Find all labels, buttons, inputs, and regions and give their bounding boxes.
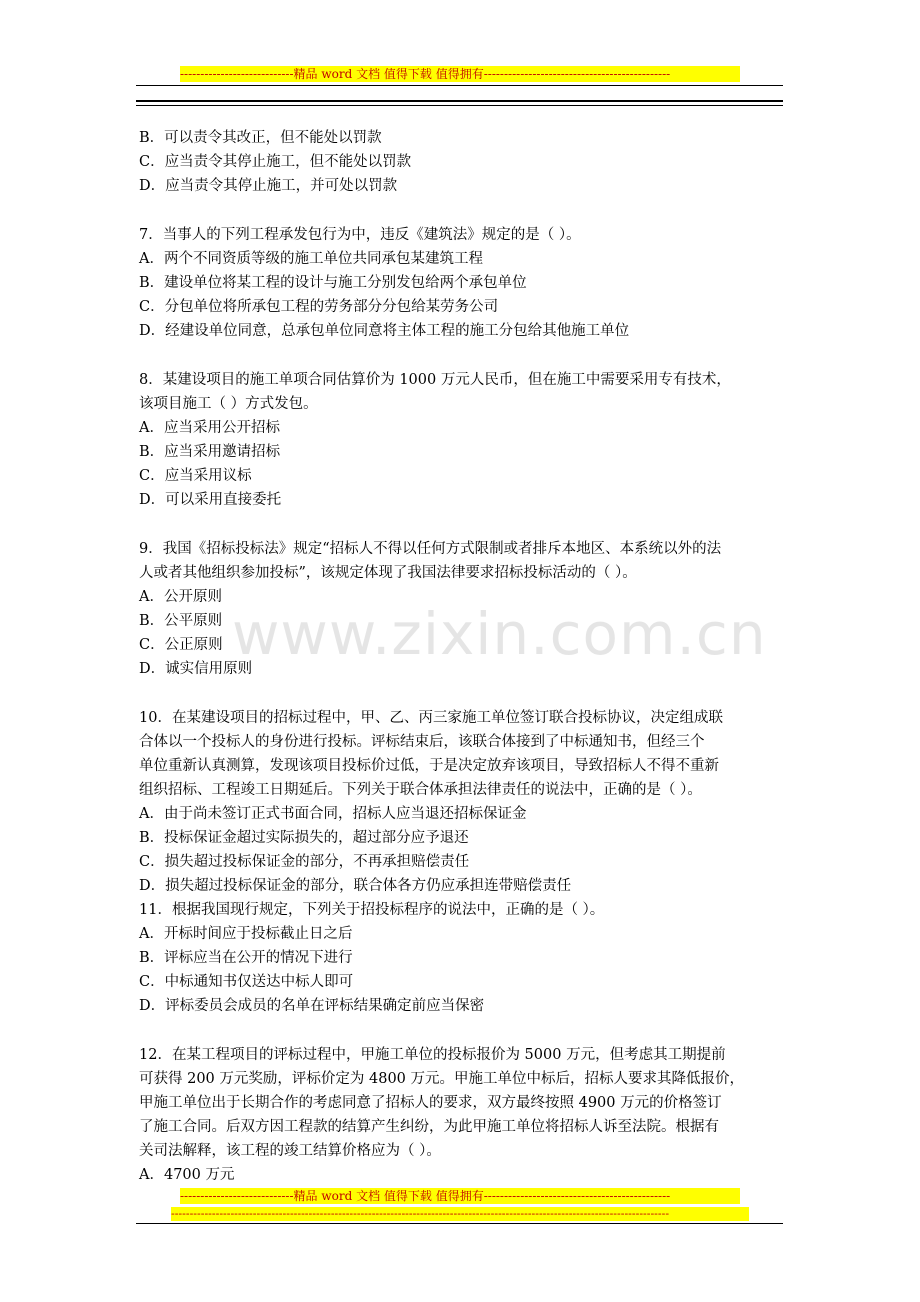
header-rule-thin xyxy=(136,85,783,86)
question-stem: 8．某建设项目的施工单项合同估算价为 1000 万元人民币，但在施工中需要采用专有技术， xyxy=(139,372,731,388)
text-line: B．建设单位将某工程的设计与施工分别发包给两个承包单位 xyxy=(139,275,527,291)
footer-banner: ----------------------------精品 word 文档 值得下载 值得拥有---------------------------------------------- xyxy=(180,1188,740,1204)
text-line: D．诚实信用原则 xyxy=(139,661,253,677)
text-line: C．公正原则 xyxy=(139,637,223,653)
text-line: 了施工合同。后双方因工程款的结算产生纠纷，为此甲施工单位将招标人诉至法院。根据有 xyxy=(139,1119,719,1135)
text-line: D．损失超过投标保证金的部分，联合体各方仍应承担连带赔偿责任 xyxy=(139,878,572,894)
text-line: 单位重新认真测算，发现该项目投标价过低，于是决定放弃该项目，导致招标人不得不重新 xyxy=(139,758,719,774)
text-line: D．应当责令其停止施工，并可处以罚款 xyxy=(139,178,398,194)
text-line: D．经建设单位同意，总承包单位同意将主体工程的施工分包给其他施工单位 xyxy=(139,323,630,339)
text-line: 关司法解释，该工程的竣工结算价格应为（ ）。 xyxy=(139,1143,441,1159)
text-line: D．可以采用直接委托 xyxy=(139,492,282,508)
text-line: C．分包单位将所承包工程的劳务部分分包给某劳务公司 xyxy=(139,299,499,315)
text-line: 甲施工单位出于长期合作的考虑同意了招标人的要求，双方最终按照 4900 万元的价格签订 xyxy=(139,1095,722,1111)
text-line: B．投标保证金超过实际损失的，超过部分应予退还 xyxy=(139,830,469,846)
text-line: 人或者其他组织参加投标”，该规定体现了我国法律要求招标投标活动的（ ）。 xyxy=(139,565,637,581)
question-stem: 10．在某建设项目的招标过程中，甲、乙、丙三家施工单位签订联合投标协议，决定组成联 xyxy=(139,710,723,726)
text-line: 组织招标、工程竣工日期延后。下列关于联合体承担法律责任的说法中，正确的是（ ）。 xyxy=(139,782,702,798)
text-line: B．公平原则 xyxy=(139,613,223,629)
header-rule-thick xyxy=(136,100,783,102)
text-line: A．4700 万元 xyxy=(139,1167,235,1183)
question-stem: 9．我国《招标投标法》规定“招标人不得以任何方式限制或者排斥本地区、本系统以外的法 xyxy=(139,541,722,557)
text-line: C．应当责令其停止施工，但不能处以罚款 xyxy=(139,154,412,170)
text-line: C．应当采用议标 xyxy=(139,468,252,484)
text-line: 合体以一个投标人的身份进行投标。评标结束后，该联合体接到了中标通知书，但经三个 xyxy=(139,734,705,750)
header-rule-bottom xyxy=(136,105,783,106)
question-stem: 7．当事人的下列工程承发包行为中，违反《建筑法》规定的是（ ）。 xyxy=(139,227,581,243)
question-stem: 11．根据我国现行规定，下列关于招投标程序的说法中，正确的是（ ）。 xyxy=(139,902,605,918)
text-line: B．可以责令其改正，但不能处以罚款 xyxy=(139,130,382,146)
text-line: 可获得 200 万元奖励，评标价定为 4800 万元。甲施工单位中标后，招标人要求其降低报价， xyxy=(139,1071,745,1087)
text-line: A．由于尚未签订正式书面合同，招标人应当退还招标保证金 xyxy=(139,806,527,822)
footer-rule xyxy=(136,1223,783,1224)
text-line: C．中标通知书仅送达中标人即可 xyxy=(139,974,354,990)
text-line: B．评标应当在公开的情况下进行 xyxy=(139,950,353,966)
text-line: C．损失超过投标保证金的部分，不再承担赔偿责任 xyxy=(139,854,470,870)
text-line: A．两个不同资质等级的施工单位共同承包某建筑工程 xyxy=(139,251,483,267)
watermark: www.zixin.com.cn xyxy=(232,600,767,668)
text-line: A．应当采用公开招标 xyxy=(139,420,280,436)
header-banner: ----------------------------精品 word 文档 值得下载 值得拥有---------------------------------------------- xyxy=(180,66,740,82)
text-line: 该项目施工（ ）方式发包。 xyxy=(139,396,318,412)
footer-dashes: -------------------------------------------------------------------------------------------------------------------------------------- xyxy=(171,1207,749,1221)
text-line: D．评标委员会成员的名单在评标结果确定前应当保密 xyxy=(139,998,485,1014)
text-line: B．应当采用邀请招标 xyxy=(139,444,281,460)
question-stem: 12．在某工程项目的评标过程中，甲施工单位的投标报价为 5000 万元，但考虑其工期提前 xyxy=(139,1047,726,1063)
text-line: A．开标时间应于投标截止日之后 xyxy=(139,926,353,942)
text-line: A．公开原则 xyxy=(139,589,222,605)
